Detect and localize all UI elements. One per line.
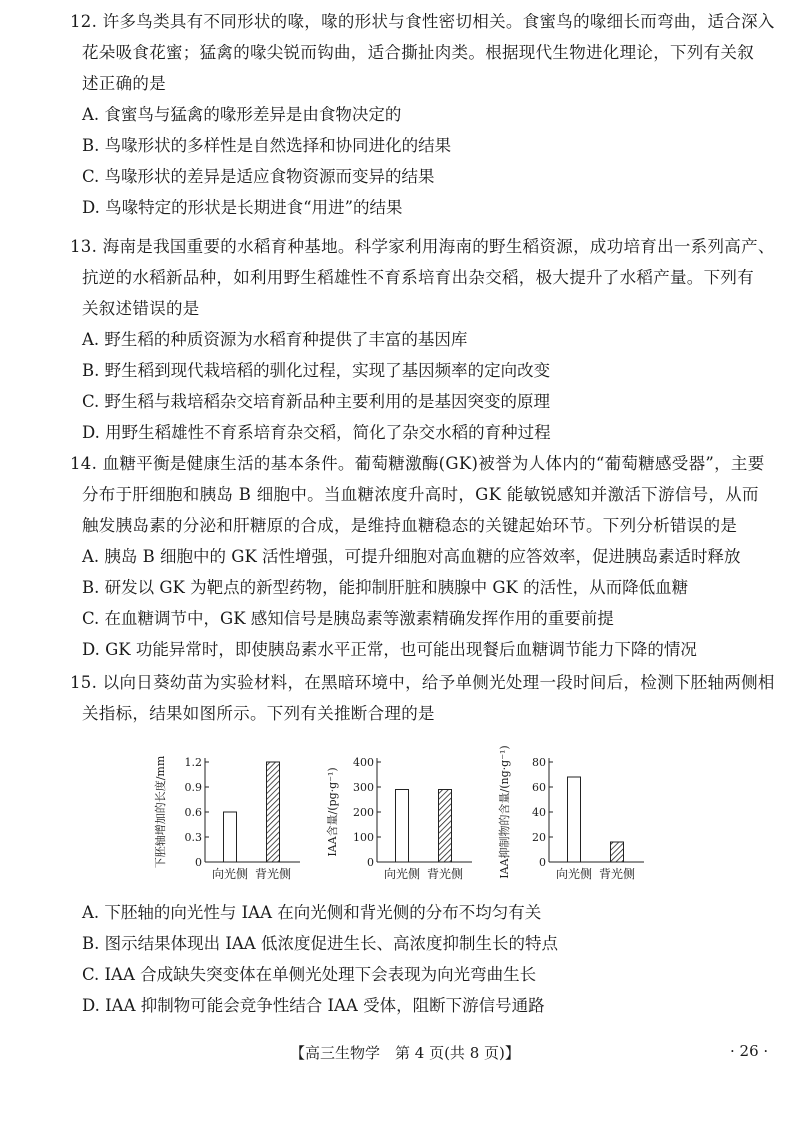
- q12-option-b: B. 鸟喙形状的多样性是自然选择和协同进化的结果: [82, 136, 452, 155]
- q13-stem-line: 13. 海南是我国重要的水稻育种基地。科学家利用海南的野生稻资源，成功培育出一系列高产、: [70, 237, 775, 256]
- q14-stem-line: 触发胰岛素的分泌和肝糖原的合成，是维持血糖稳态的关键起始环节。下列分析错误的是: [82, 516, 738, 535]
- x-category-label: 向光侧: [383, 867, 421, 881]
- x-category-label: 向光侧: [211, 867, 249, 881]
- q12-option-d: D. 鸟喙特定的形状是长期进食“用进”的结果: [82, 198, 403, 217]
- q15-stem-line: 15. 以向日葵幼苗为实验材料，在黑暗环境中，给予单侧光处理一段时间后，检测下胚轴两侧相: [70, 673, 775, 692]
- chart-iaa-content: [322, 740, 487, 890]
- q14-stem-line: 14. 血糖平衡是健康生活的基本条件。葡萄糖激酶(GK)被誉为人体内的“葡萄糖感受器”，主要: [70, 454, 765, 473]
- q14-option-b: B. 研发以 GK 为靶点的新型药物，能抑制肝脏和胰腺中 GK 的活性，从而降低血糖: [82, 578, 689, 597]
- chart-iaa-inhibitor: [494, 740, 659, 890]
- y-tick-label: 300: [353, 781, 374, 794]
- y-tick-label: 80: [532, 756, 546, 769]
- question-15-options: [70, 897, 770, 1021]
- x-category-label: 向光侧: [555, 867, 593, 881]
- q14-option-a: A. 胰岛 B 细胞中的 GK 活性增强，可提升细胞对高血糖的应答效率，促进胰岛素适时释放: [82, 547, 741, 566]
- q13-option-a: A. 野生稻的种质资源为水稻育种提供了丰富的基因库: [82, 330, 468, 349]
- q14-stem-line: 分布于肝细胞和胰岛 B 细胞中。当血糖浓度升高时，GK 能敏锐感知并激活下游信号，从而: [82, 485, 759, 504]
- q13-stem-line: 关叙述错误的是: [82, 299, 200, 318]
- q15-option-b: B. 图示结果体现出 IAA 低浓度促进生长、高浓度抑制生长的特点: [82, 934, 558, 953]
- q14-option-d: D. GK 功能异常时，即使胰岛素水平正常，也可能出现餐后血糖调节能力下降的情况: [82, 640, 697, 659]
- x-category-label: 背光侧: [426, 867, 464, 881]
- bar-charts-figure: [150, 740, 650, 890]
- chart-hypocotyl-length: [150, 740, 315, 890]
- y-tick-label: 400: [353, 756, 374, 769]
- bar-shade-side: [267, 762, 280, 862]
- y-tick-label: 60: [532, 781, 546, 794]
- question-14: [70, 448, 770, 665]
- question-15: [70, 667, 775, 729]
- y-tick-label: 100: [353, 831, 374, 844]
- y-tick-label: 0.9: [184, 781, 202, 794]
- y-tick-label: 40: [532, 806, 546, 819]
- q13-option-b: B. 野生稻到现代栽培稻的驯化过程，实现了基因频率的定向改变: [82, 361, 551, 380]
- y-axis-label: 下胚轴增加的长度/mm: [154, 755, 167, 869]
- q13-stem-line: 抗逆的水稻新品种，如利用野生稻雄性不育系培育出杂交稻，极大提升了水稻产量。下列有: [82, 268, 754, 287]
- y-axis-label: IAA抑制物的含量/(ng·g⁻¹): [498, 745, 511, 879]
- footer-page-number: · 26 ·: [730, 1042, 769, 1060]
- bar-light-side: [224, 812, 237, 862]
- y-tick-label: 0.6: [184, 806, 202, 819]
- question-13: [70, 231, 775, 448]
- q13-option-d: D. 用野生稻雄性不育系培育杂交稻，简化了杂交水稻的育种过程: [82, 423, 551, 442]
- bar-shade-side: [611, 842, 624, 862]
- q15-option-a: A. 下胚轴的向光性与 IAA 在向光侧和背光侧的分布不均匀有关: [82, 903, 542, 922]
- q12-option-c: C. 鸟喙形状的差异是适应食物资源而变异的结果: [82, 167, 435, 186]
- bar-shade-side: [439, 790, 452, 863]
- q15-stem-line: 关指标，结果如图所示。下列有关推断合理的是: [82, 704, 435, 723]
- y-tick-label: 1.2: [184, 756, 202, 769]
- q12-stem-line: 花朵吸食花蜜；猛禽的喙尖锐而钩曲，适合撕扯肉类。根据现代生物进化理论，下列有关叙: [82, 43, 754, 62]
- x-category-label: 背光侧: [254, 867, 292, 881]
- y-tick-label: 0: [195, 856, 202, 869]
- y-axis-label: IAA含量/(pg·g⁻¹): [326, 767, 339, 857]
- q15-option-c: C. IAA 合成缺失突变体在单侧光处理下会表现为向光弯曲生长: [82, 965, 537, 984]
- y-tick-label: 0: [367, 856, 374, 869]
- q14-option-c: C. 在血糖调节中，GK 感知信号是胰岛素等激素精确发挥作用的重要前提: [82, 609, 614, 628]
- y-tick-label: 0.3: [184, 831, 202, 844]
- y-tick-label: 20: [532, 831, 546, 844]
- bar-light-side: [396, 790, 409, 863]
- q15-option-d: D. IAA 抑制物可能会竞争性结合 IAA 受体，阻断下游信号通路: [82, 996, 545, 1015]
- x-category-label: 背光侧: [598, 867, 636, 881]
- q12-stem-line: 12. 许多鸟类具有不同形状的喙，喙的形状与食性密切相关。食蜜鸟的喙细长而弯曲，适合深入: [70, 12, 775, 31]
- question-12: [70, 6, 775, 223]
- q13-option-c: C. 野生稻与栽培稻杂交培育新品种主要利用的是基因突变的原理: [82, 392, 551, 411]
- footer-page-info: 【高三生物学 第 4 页(共 8 页)】: [290, 1044, 520, 1062]
- q12-stem-line: 述正确的是: [82, 74, 166, 93]
- bar-light-side: [568, 777, 581, 862]
- y-tick-label: 200: [353, 806, 374, 819]
- q12-option-a: A. 食蜜鸟与猛禽的喙形差异是由食物决定的: [82, 105, 402, 124]
- y-tick-label: 0: [539, 856, 546, 869]
